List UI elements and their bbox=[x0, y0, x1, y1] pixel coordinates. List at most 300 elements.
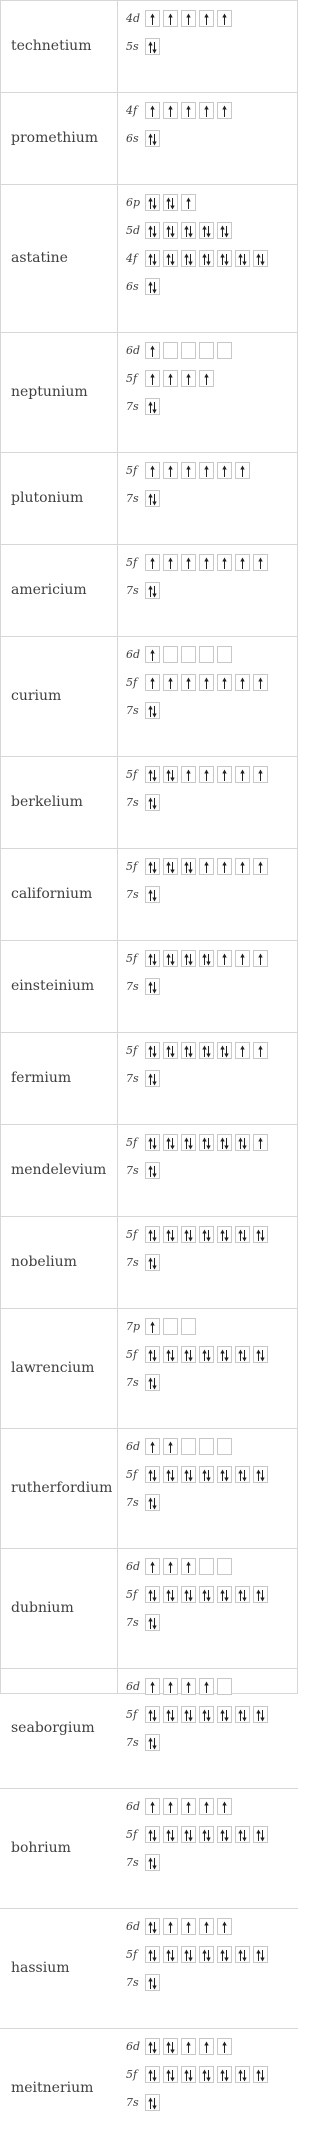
spin-up-arrow-icon bbox=[236, 1043, 249, 1058]
spin-down-arrow-head bbox=[242, 1358, 246, 1362]
spin-up-arrow-head bbox=[184, 2070, 188, 2074]
spin-up-arrow-head bbox=[148, 798, 152, 802]
spin-up-arrow-head bbox=[168, 1682, 172, 1686]
spin-up-arrow-head bbox=[150, 678, 154, 682]
spin-down-arrow-head bbox=[260, 1598, 264, 1602]
subshell-label: 7s bbox=[126, 1616, 139, 1629]
spin-down-arrow-head bbox=[260, 1478, 264, 1482]
paired-spin-arrows-icon bbox=[164, 1947, 177, 1962]
spin-up-arrow-head bbox=[150, 346, 154, 350]
spin-down-arrow-head bbox=[206, 234, 210, 238]
subshell-label: 5f bbox=[126, 372, 138, 385]
orbital-box-paired bbox=[163, 1586, 178, 1603]
orbital-box-paired bbox=[145, 1918, 160, 1935]
orbital-box-single bbox=[181, 10, 196, 27]
spin-up-arrow-head bbox=[238, 2070, 242, 2074]
orbital-box-paired bbox=[145, 1134, 160, 1151]
orbital-box-paired bbox=[145, 1854, 160, 1871]
orbital-box-paired bbox=[163, 1706, 178, 1723]
paired-spin-arrows-icon bbox=[146, 1975, 159, 1990]
orbital-box-paired bbox=[145, 978, 160, 995]
spin-up-arrow-head bbox=[150, 1682, 154, 1686]
orbital-box-empty bbox=[199, 646, 214, 663]
orbital-box-paired bbox=[163, 1826, 178, 1843]
orbital-box-paired bbox=[145, 1466, 160, 1483]
paired-spin-arrows-icon bbox=[146, 1043, 159, 1058]
orbital-box-empty bbox=[217, 1558, 232, 1575]
orbital-box-single bbox=[199, 102, 214, 119]
orbital-box-empty bbox=[181, 342, 196, 359]
spin-down-arrow-head bbox=[224, 1958, 228, 1962]
orbital-box-paired bbox=[145, 38, 160, 55]
table-row bbox=[0, 92, 298, 184]
orbital-box-paired bbox=[163, 2038, 178, 2055]
orbital-box-single bbox=[145, 10, 160, 27]
orbital-box-paired bbox=[181, 858, 196, 875]
spin-up-arrow-head bbox=[148, 586, 152, 590]
spin-down-arrow-head bbox=[206, 1958, 210, 1962]
spin-down-arrow-head bbox=[188, 262, 192, 266]
spin-down-arrow-head bbox=[152, 290, 156, 294]
spin-down-arrow-head bbox=[152, 1626, 156, 1630]
spin-down-arrow-head bbox=[260, 1838, 264, 1842]
orbital-box-paired bbox=[163, 1042, 178, 1059]
orbital-box-single bbox=[163, 674, 178, 691]
subshell-label: 5f bbox=[126, 1348, 138, 1361]
spin-up-arrow-head bbox=[148, 1258, 152, 1262]
spin-up-arrow-head bbox=[148, 770, 152, 774]
orbital-box-paired bbox=[217, 1466, 232, 1483]
spin-down-arrow-head bbox=[152, 594, 156, 598]
spin-up-arrow-head bbox=[168, 1562, 172, 1566]
paired-spin-arrows-icon bbox=[146, 1163, 159, 1178]
spin-up-arrow-head bbox=[168, 14, 172, 18]
table-row bbox=[0, 848, 298, 940]
spin-up-arrow-icon bbox=[146, 675, 159, 690]
spin-down-arrow-head bbox=[188, 1478, 192, 1482]
orbital-box-paired bbox=[145, 1974, 160, 1991]
orbital-box-paired bbox=[217, 250, 232, 267]
spin-up-arrow-head bbox=[166, 1830, 170, 1834]
paired-spin-arrows-icon bbox=[146, 583, 159, 598]
spin-down-arrow-head bbox=[224, 1598, 228, 1602]
paired-spin-arrows-icon bbox=[146, 1587, 159, 1602]
orbital-box-single bbox=[217, 674, 232, 691]
spin-down-arrow-head bbox=[242, 1718, 246, 1722]
orbital-box-paired bbox=[235, 1706, 250, 1723]
subshell-label: 4f bbox=[126, 252, 138, 265]
orbital-box-empty bbox=[163, 1318, 178, 1335]
subshell-label: 7s bbox=[126, 1856, 139, 1869]
element-name: rutherfordium bbox=[11, 1480, 113, 1496]
spin-down-arrow-head bbox=[224, 1358, 228, 1362]
spin-up-arrow-head bbox=[184, 1590, 188, 1594]
subshell-label: 7s bbox=[126, 1072, 139, 1085]
paired-spin-arrows-icon bbox=[182, 1947, 195, 1962]
spin-up-arrow-head bbox=[220, 1470, 224, 1474]
spin-up-arrow-head bbox=[148, 1166, 152, 1170]
spin-down-arrow-head bbox=[170, 1238, 174, 1242]
spin-down-arrow-head bbox=[188, 1054, 192, 1058]
orbital-box-paired bbox=[181, 1042, 196, 1059]
spin-up-arrow-head bbox=[184, 862, 188, 866]
orbital-box-single bbox=[181, 1678, 196, 1695]
spin-down-arrow-head bbox=[206, 1718, 210, 1722]
spin-up-arrow-icon bbox=[182, 103, 195, 118]
paired-spin-arrows-icon bbox=[146, 2095, 159, 2110]
spin-down-arrow-head bbox=[242, 262, 246, 266]
spin-up-arrow-head bbox=[148, 1858, 152, 1862]
spin-down-arrow-head bbox=[152, 1146, 156, 1150]
spin-down-arrow-head bbox=[152, 2106, 156, 2110]
orbital-box-empty bbox=[199, 342, 214, 359]
spin-down-arrow-head bbox=[152, 1746, 156, 1750]
element-name: hassium bbox=[11, 1960, 70, 1976]
spin-up-arrow-icon bbox=[164, 1679, 177, 1694]
spin-up-arrow-head bbox=[238, 1138, 242, 1142]
orbital-box-single bbox=[253, 858, 268, 875]
spin-down-arrow-head bbox=[170, 1478, 174, 1482]
orbital-box-paired bbox=[217, 1586, 232, 1603]
paired-spin-arrows-icon bbox=[182, 951, 195, 966]
spin-up-arrow-head bbox=[150, 14, 154, 18]
paired-spin-arrows-icon bbox=[164, 2039, 177, 2054]
paired-spin-arrows-icon bbox=[146, 703, 159, 718]
paired-spin-arrows-icon bbox=[146, 1735, 159, 1750]
spin-down-arrow-head bbox=[152, 142, 156, 146]
orbital-box-single bbox=[199, 462, 214, 479]
spin-down-arrow-head bbox=[152, 1958, 156, 1962]
spin-up-arrow-head bbox=[166, 1138, 170, 1142]
subshell-label: 5f bbox=[126, 1828, 138, 1841]
spin-up-arrow-head bbox=[240, 678, 244, 682]
paired-spin-arrows-icon bbox=[146, 1227, 159, 1242]
orbital-box-paired bbox=[181, 1586, 196, 1603]
orbital-box-paired bbox=[199, 2066, 214, 2083]
table-row bbox=[0, 636, 298, 756]
spin-up-arrow-icon bbox=[182, 371, 195, 386]
spin-down-arrow-head bbox=[224, 1478, 228, 1482]
table-row bbox=[0, 544, 298, 636]
spin-up-arrow-head bbox=[184, 1138, 188, 1142]
spin-up-arrow-head bbox=[148, 2098, 152, 2102]
paired-spin-arrows-icon bbox=[164, 223, 177, 238]
spin-up-arrow-head bbox=[240, 466, 244, 470]
spin-up-arrow-head bbox=[150, 558, 154, 562]
spin-up-arrow-head bbox=[186, 1922, 190, 1926]
subshell-label: 5f bbox=[126, 1228, 138, 1241]
orbital-box-paired bbox=[145, 194, 160, 211]
orbital-box-paired bbox=[163, 1946, 178, 1963]
spin-up-arrow-head bbox=[184, 1830, 188, 1834]
orbital-box-single bbox=[217, 1798, 232, 1815]
spin-up-arrow-icon bbox=[200, 2039, 213, 2054]
spin-up-arrow-icon bbox=[218, 103, 231, 118]
spin-up-arrow-head bbox=[148, 1830, 152, 1834]
spin-up-arrow-icon bbox=[218, 859, 231, 874]
orbital-box-paired bbox=[217, 1706, 232, 1723]
spin-up-arrow-icon bbox=[200, 859, 213, 874]
spin-up-arrow-head bbox=[258, 678, 262, 682]
spin-up-arrow-icon bbox=[146, 1679, 159, 1694]
paired-spin-arrows-icon bbox=[146, 767, 159, 782]
paired-spin-arrows-icon bbox=[146, 1375, 159, 1390]
orbital-box-paired bbox=[145, 2066, 160, 2083]
orbital-box-paired bbox=[181, 222, 196, 239]
spin-up-arrow-icon bbox=[254, 675, 267, 690]
spin-up-arrow-head bbox=[166, 198, 170, 202]
spin-down-arrow-head bbox=[152, 898, 156, 902]
subshell-label: 6p bbox=[126, 196, 141, 209]
paired-spin-arrows-icon bbox=[164, 1827, 177, 1842]
orbital-box-single bbox=[217, 950, 232, 967]
paired-spin-arrows-icon bbox=[146, 1855, 159, 1870]
subshell-label: 7s bbox=[126, 796, 139, 809]
orbital-box-single bbox=[163, 1678, 178, 1695]
paired-spin-arrows-icon bbox=[254, 1827, 267, 1842]
spin-down-arrow-head bbox=[152, 1054, 156, 1058]
orbital-box-single bbox=[181, 674, 196, 691]
subshell-label: 4f bbox=[126, 104, 138, 117]
spin-up-arrow-head bbox=[184, 1950, 188, 1954]
orbital-box-single bbox=[181, 1798, 196, 1815]
spin-up-arrow-head bbox=[186, 770, 190, 774]
spin-up-arrow-head bbox=[220, 1950, 224, 1954]
orbital-box-paired bbox=[181, 1346, 196, 1363]
orbital-box-single bbox=[199, 1678, 214, 1695]
orbital-box-single bbox=[145, 554, 160, 571]
spin-up-arrow-head bbox=[150, 106, 154, 110]
spin-down-arrow-head bbox=[152, 806, 156, 810]
paired-spin-arrows-icon bbox=[146, 1615, 159, 1630]
spin-up-arrow-icon bbox=[218, 11, 231, 26]
table-row bbox=[0, 1908, 298, 2028]
orbital-box-paired bbox=[145, 1374, 160, 1391]
spin-up-arrow-head bbox=[184, 1710, 188, 1714]
orbital-box-paired bbox=[199, 1826, 214, 1843]
spin-up-arrow-head bbox=[202, 2070, 206, 2074]
paired-spin-arrows-icon bbox=[218, 1827, 231, 1842]
table-row bbox=[0, 1788, 298, 1908]
paired-spin-arrows-icon bbox=[182, 1587, 195, 1602]
orbital-box-single bbox=[181, 194, 196, 211]
paired-spin-arrows-icon bbox=[218, 251, 231, 266]
orbital-box-paired bbox=[199, 950, 214, 967]
paired-spin-arrows-icon bbox=[164, 767, 177, 782]
spin-up-arrow-icon bbox=[218, 767, 231, 782]
orbital-box-paired bbox=[253, 1346, 268, 1363]
paired-spin-arrows-icon bbox=[146, 1071, 159, 1086]
orbital-box-paired bbox=[253, 250, 268, 267]
spin-down-arrow-head bbox=[170, 234, 174, 238]
paired-spin-arrows-icon bbox=[218, 1043, 231, 1058]
spin-up-arrow-head bbox=[222, 466, 226, 470]
orbital-box-paired bbox=[253, 1826, 268, 1843]
spin-up-arrow-head bbox=[186, 466, 190, 470]
orbital-box-single bbox=[199, 1918, 214, 1935]
orbital-box-paired bbox=[181, 250, 196, 267]
orbital-box-single bbox=[163, 1918, 178, 1935]
subshell-label: 7s bbox=[126, 1496, 139, 1509]
orbital-box-single bbox=[145, 1558, 160, 1575]
paired-spin-arrows-icon bbox=[146, 951, 159, 966]
orbital-box-paired bbox=[163, 194, 178, 211]
paired-spin-arrows-icon bbox=[200, 251, 213, 266]
orbital-box-single bbox=[217, 1918, 232, 1935]
spin-down-arrow-head bbox=[170, 1958, 174, 1962]
spin-up-arrow-icon bbox=[254, 555, 267, 570]
orbital-box-single bbox=[145, 102, 160, 119]
spin-down-arrow-head bbox=[188, 1838, 192, 1842]
orbital-box-paired bbox=[253, 1706, 268, 1723]
spin-up-arrow-icon bbox=[164, 1799, 177, 1814]
orbital-box-single bbox=[145, 370, 160, 387]
subshell-label: 7p bbox=[126, 1320, 141, 1333]
spin-down-arrow-head bbox=[152, 1838, 156, 1842]
spin-up-arrow-head bbox=[166, 2070, 170, 2074]
spin-up-arrow-head bbox=[148, 42, 152, 46]
orbital-box-paired bbox=[145, 1826, 160, 1843]
spin-up-arrow-head bbox=[256, 1590, 260, 1594]
spin-up-arrow-head bbox=[184, 1230, 188, 1234]
spin-down-arrow-head bbox=[152, 1718, 156, 1722]
spin-up-arrow-icon bbox=[218, 675, 231, 690]
spin-up-arrow-icon bbox=[236, 555, 249, 570]
spin-down-arrow-head bbox=[260, 2078, 264, 2082]
spin-up-arrow-icon bbox=[146, 11, 159, 26]
spin-up-arrow-head bbox=[168, 374, 172, 378]
spin-up-arrow-head bbox=[202, 1470, 206, 1474]
spin-down-arrow-head bbox=[224, 1054, 228, 1058]
subshell-label: 5f bbox=[126, 768, 138, 781]
spin-down-arrow-head bbox=[206, 262, 210, 266]
orbital-box-single bbox=[217, 10, 232, 27]
paired-spin-arrows-icon bbox=[146, 1347, 159, 1362]
element-name: einsteinium bbox=[11, 978, 95, 994]
spin-down-arrow-head bbox=[170, 1358, 174, 1362]
spin-down-arrow-head bbox=[242, 1238, 246, 1242]
spin-up-arrow-icon bbox=[146, 1319, 159, 1334]
element-name: plutonium bbox=[11, 490, 84, 506]
spin-up-arrow-head bbox=[148, 2070, 152, 2074]
spin-up-arrow-head bbox=[184, 1470, 188, 1474]
orbital-box-single bbox=[145, 1798, 160, 1815]
spin-up-arrow-head bbox=[148, 1230, 152, 1234]
spin-down-arrow-head bbox=[170, 1838, 174, 1842]
spin-up-arrow-head bbox=[150, 650, 154, 654]
paired-spin-arrows-icon bbox=[146, 399, 159, 414]
spin-up-arrow-icon bbox=[182, 11, 195, 26]
paired-spin-arrows-icon bbox=[218, 1135, 231, 1150]
paired-spin-arrows-icon bbox=[164, 1227, 177, 1242]
orbital-box-paired bbox=[181, 1134, 196, 1151]
spin-up-arrow-head bbox=[186, 1802, 190, 1806]
paired-spin-arrows-icon bbox=[164, 1467, 177, 1482]
orbital-box-paired bbox=[145, 1254, 160, 1271]
spin-up-arrow-head bbox=[238, 1470, 242, 1474]
spin-down-arrow-head bbox=[260, 1718, 264, 1722]
spin-up-arrow-head bbox=[238, 1230, 242, 1234]
orbital-box-paired bbox=[199, 1134, 214, 1151]
subshell-label: 6d bbox=[126, 648, 141, 661]
spin-down-arrow-head bbox=[206, 1838, 210, 1842]
spin-down-arrow-head bbox=[242, 1146, 246, 1150]
paired-spin-arrows-icon bbox=[182, 1135, 195, 1150]
orbital-box-single bbox=[163, 1798, 178, 1815]
spin-up-arrow-icon bbox=[182, 1559, 195, 1574]
spin-down-arrow-head bbox=[170, 1598, 174, 1602]
orbital-box-empty bbox=[217, 1678, 232, 1695]
spin-up-arrow-head bbox=[222, 678, 226, 682]
paired-spin-arrows-icon bbox=[146, 795, 159, 810]
orbital-box-single bbox=[181, 1558, 196, 1575]
spin-down-arrow-head bbox=[188, 1238, 192, 1242]
orbital-box-single bbox=[235, 950, 250, 967]
spin-down-arrow-head bbox=[206, 1054, 210, 1058]
orbital-box-single bbox=[217, 858, 232, 875]
spin-up-arrow-head bbox=[258, 954, 262, 958]
spin-up-arrow-head bbox=[168, 558, 172, 562]
orbital-box-paired bbox=[145, 398, 160, 415]
orbital-box-single bbox=[235, 858, 250, 875]
paired-spin-arrows-icon bbox=[182, 859, 195, 874]
orbital-box-single bbox=[199, 2038, 214, 2055]
spin-down-arrow-head bbox=[152, 2050, 156, 2054]
subshell-label: 6d bbox=[126, 1800, 141, 1813]
spin-up-arrow-head bbox=[222, 106, 226, 110]
orbital-box-single bbox=[199, 370, 214, 387]
element-name: californium bbox=[11, 886, 93, 902]
spin-up-arrow-head bbox=[186, 1682, 190, 1686]
spin-up-arrow-head bbox=[220, 254, 224, 258]
orbital-box-single bbox=[163, 462, 178, 479]
orbital-box-paired bbox=[145, 1162, 160, 1179]
spin-down-arrow-head bbox=[242, 1478, 246, 1482]
paired-spin-arrows-icon bbox=[146, 251, 159, 266]
spin-up-arrow-icon bbox=[164, 555, 177, 570]
orbital-box-paired bbox=[181, 1946, 196, 1963]
spin-up-arrow-head bbox=[238, 1950, 242, 1954]
spin-up-arrow-icon bbox=[254, 951, 267, 966]
spin-up-arrow-head bbox=[240, 1046, 244, 1050]
paired-spin-arrows-icon bbox=[218, 1347, 231, 1362]
table-row bbox=[0, 1308, 298, 1428]
subshell-label: 7s bbox=[126, 584, 139, 597]
orbital-box-paired bbox=[145, 582, 160, 599]
spin-up-arrow-head bbox=[168, 1442, 172, 1446]
subshell-label: 5f bbox=[126, 1468, 138, 1481]
spin-up-arrow-icon bbox=[164, 371, 177, 386]
spin-down-arrow-head bbox=[152, 1266, 156, 1270]
paired-spin-arrows-icon bbox=[200, 1135, 213, 1150]
paired-spin-arrows-icon bbox=[146, 859, 159, 874]
element-name: curium bbox=[11, 688, 62, 704]
spin-up-arrow-head bbox=[238, 1590, 242, 1594]
orbital-box-empty bbox=[163, 646, 178, 663]
subshell-label: 5f bbox=[126, 1588, 138, 1601]
orbital-box-paired bbox=[163, 2066, 178, 2083]
spin-up-arrow-icon bbox=[200, 675, 213, 690]
spin-up-arrow-head bbox=[148, 890, 152, 894]
orbital-box-paired bbox=[181, 2066, 196, 2083]
orbital-box-paired bbox=[145, 1494, 160, 1511]
spin-up-arrow-head bbox=[222, 14, 226, 18]
spin-up-arrow-head bbox=[148, 1710, 152, 1714]
spin-up-arrow-head bbox=[150, 1442, 154, 1446]
spin-up-arrow-head bbox=[202, 254, 206, 258]
subshell-label: 7s bbox=[126, 1376, 139, 1389]
paired-spin-arrows-icon bbox=[146, 39, 159, 54]
